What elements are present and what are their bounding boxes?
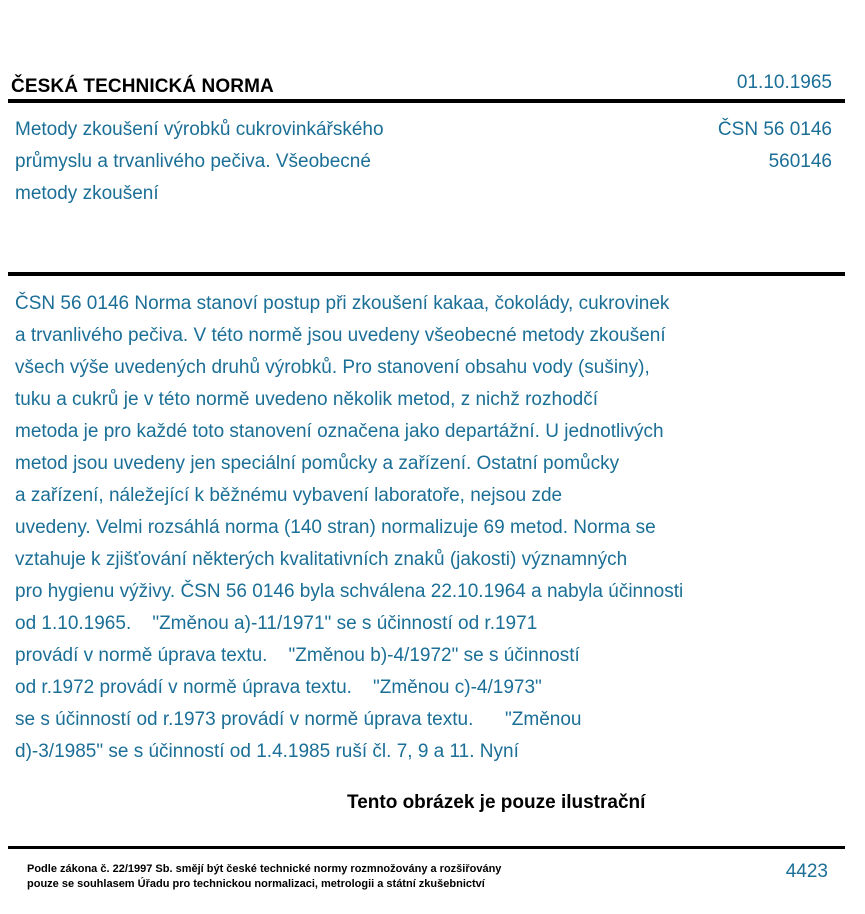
abstract-line: se s účinností od r.1973 provádí v normě úprava textu. "Změnou — [15, 709, 582, 730]
classification-code: 560146 — [768, 151, 832, 172]
abstract-line: všech výše uvedených druhů výrobků. Pro stanovení obsahu vody (sušiny), — [15, 357, 650, 378]
copyright-line: Podle zákona č. 22/1997 Sb. smějí být české technické normy rozmnožovány a rozšiřovány — [27, 863, 502, 875]
abstract-line: tuku a cukrů je v této normě uvedeno několik metod, z nichž rozhodčí — [15, 389, 598, 410]
abstract-line: vztahuje k zjišťování některých kvalitativních znaků (jakosti) významných — [15, 549, 628, 570]
copyright-line: pouze se souhlasem Úřadu pro technickou normalizaci, metrologii a státní zkušebnictví — [27, 878, 485, 890]
document-title — [15, 114, 475, 210]
abstract-line: metoda je pro každé toto stanovení označena jako departážní. U jednotlivých — [15, 421, 664, 442]
abstract-line: od r.1972 provádí v normě úprava textu. "Změnou c)-4/1973" — [15, 677, 542, 698]
document-title-line: Metody zkoušení výrobků cukrovinkářského — [15, 119, 384, 140]
abstract-line: a zařízení, náležející k běžnému vybavení laboratoře, nejsou zde — [15, 485, 563, 506]
abstract-line: od 1.10.1965. "Změnou a)-11/1971" se s účinností od r.1971 — [15, 613, 538, 634]
top-divider — [8, 99, 845, 103]
document-title-line: průmyslu a trvanlivého pečiva. Všeobecné — [15, 151, 371, 172]
abstract-line: a trvanlivého pečiva. V této normě jsou uvedeny všeobecné metody zkoušení — [15, 325, 666, 346]
middle-divider — [8, 272, 845, 276]
standard-codes — [718, 114, 832, 178]
standard-header-title: ČESKÁ TECHNICKÁ NORMA — [11, 76, 274, 97]
abstract-line: pro hygienu výživy. ČSN 56 0146 byla schválena 22.10.1964 a nabyla účinnosti — [15, 581, 684, 602]
illustration-disclaimer: Tento obrázek je pouze ilustrační — [347, 792, 646, 813]
abstract-line: metod jsou uvedeny jen speciální pomůcky a zařízení. Ostatní pomůcky — [15, 453, 620, 474]
abstract-line: provádí v normě úprava textu. "Změnou b)-4/1972" se s účinností — [15, 645, 580, 666]
publication-date: 01.10.1965 — [736, 72, 832, 93]
footer-divider — [8, 846, 845, 849]
abstract-line: d)-3/1985" se s účinností od 1.4.1985 ruší čl. 7, 9 a 11. Nyní — [15, 741, 519, 762]
page-number: 4423 — [785, 861, 828, 882]
abstract-line: ČSN 56 0146 Norma stanoví postup při zkoušení kakaa, čokolády, cukrovinek — [15, 293, 670, 314]
document-title-line: metody zkoušení — [15, 183, 159, 204]
standard-code: ČSN 56 0146 — [717, 119, 832, 140]
abstract-line: uvedeny. Velmi rozsáhlá norma (140 stran) normalizuje 69 metod. Norma se — [15, 517, 656, 538]
standard-abstract — [15, 288, 835, 768]
copyright-notice — [27, 862, 501, 892]
